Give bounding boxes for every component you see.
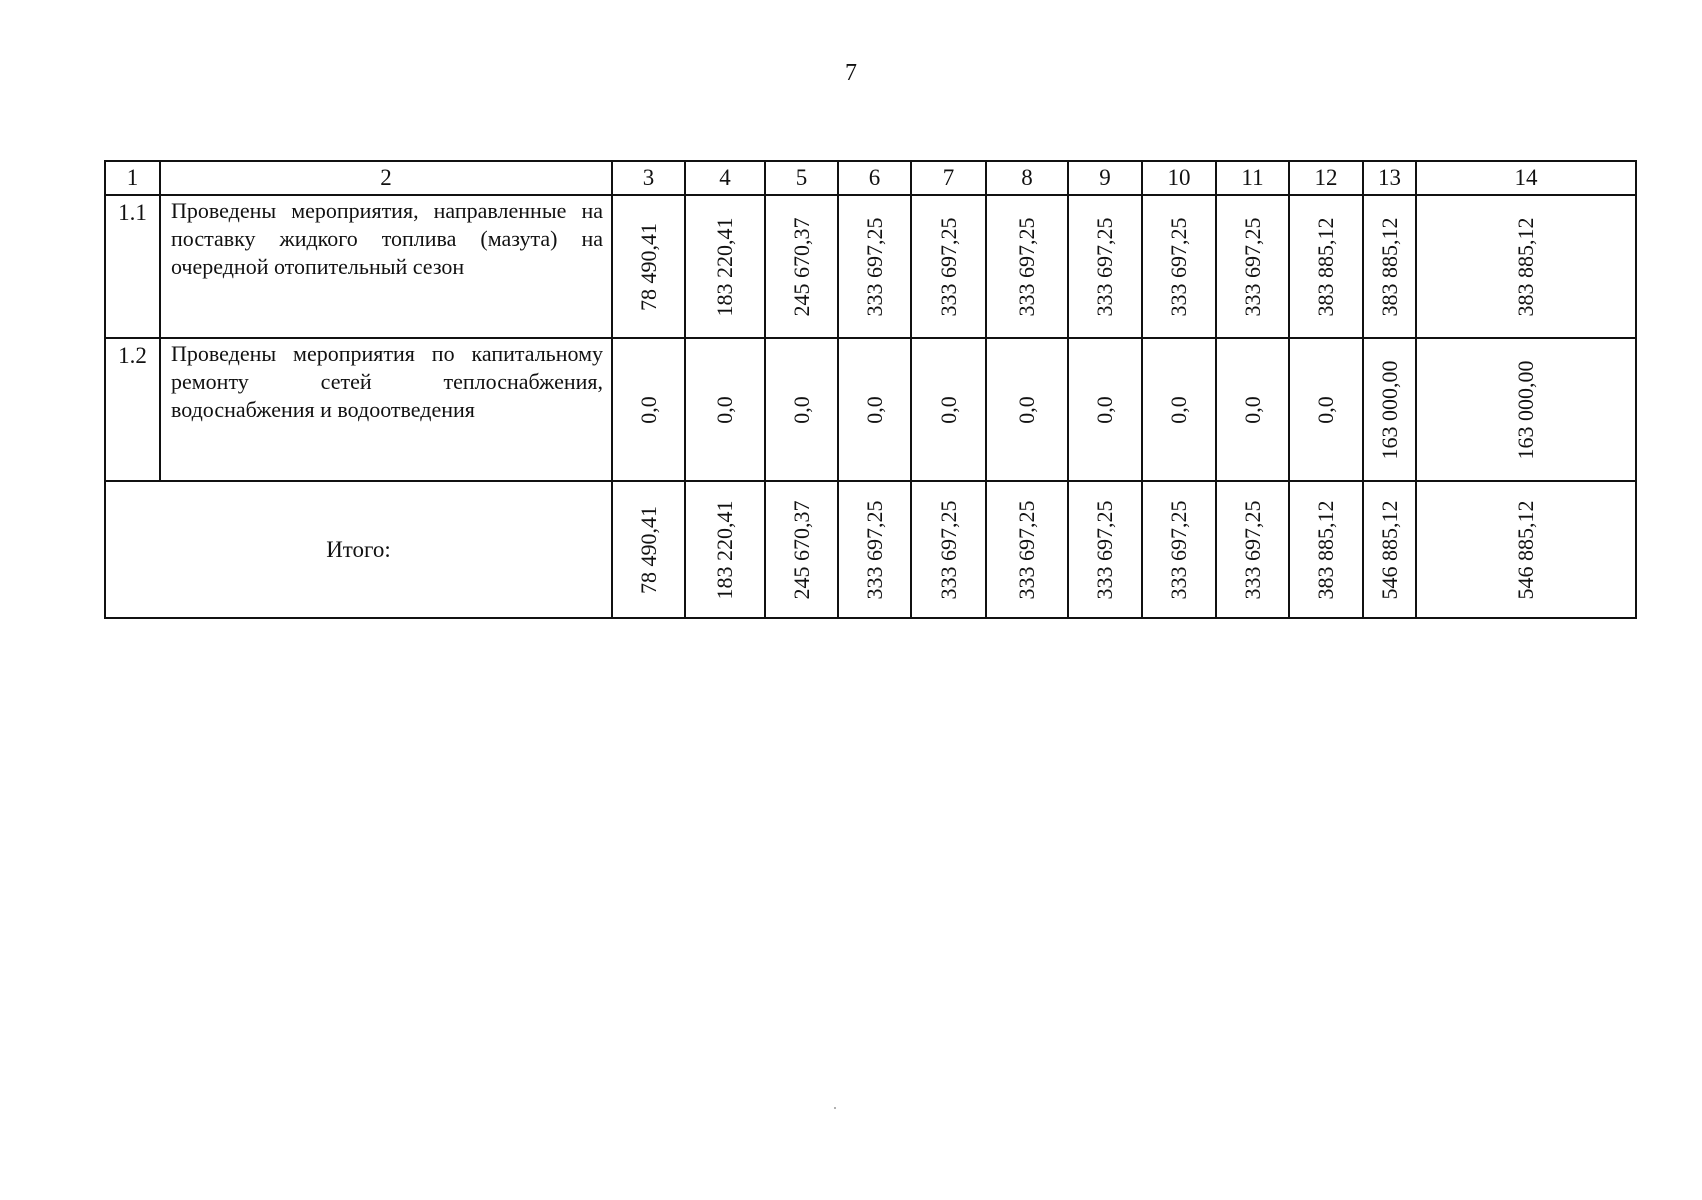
column-header: 5	[765, 161, 838, 195]
value-text: 333 697,25	[861, 217, 887, 316]
value-text: 0,0	[1092, 395, 1117, 424]
total-value-cell	[1142, 481, 1216, 618]
value-cell	[986, 338, 1068, 481]
value-text: 383 885,12	[1313, 217, 1338, 316]
total-value-cell	[612, 481, 685, 618]
value-cell	[612, 338, 685, 481]
value-cell	[1142, 338, 1216, 481]
total-value-text: 333 697,25	[861, 500, 887, 599]
total-value-cell	[685, 481, 765, 618]
value-text: 333 697,25	[1239, 217, 1265, 316]
value-cell	[1363, 195, 1416, 338]
value-text: 163 000,00	[1513, 360, 1538, 459]
total-value-cell	[1363, 481, 1416, 618]
total-row	[105, 481, 1636, 618]
value-cell	[612, 195, 685, 338]
value-cell	[1142, 195, 1216, 338]
value-text: 383 885,12	[1513, 217, 1538, 316]
row-description: Проведены мероприятия, направленные на поставку жидкого топлива (мазута) на очередной отопительный сезон	[160, 195, 612, 338]
scan-speck	[834, 1107, 836, 1109]
table-row	[105, 338, 1636, 481]
column-header: 1	[105, 161, 160, 195]
total-value-cell	[765, 481, 838, 618]
column-header: 7	[911, 161, 986, 195]
header-row	[105, 161, 1636, 195]
column-header: 11	[1216, 161, 1289, 195]
column-header: 13	[1363, 161, 1416, 195]
row-code: 1.2	[105, 338, 160, 481]
value-cell	[685, 338, 765, 481]
value-cell	[1416, 338, 1636, 481]
column-header: 3	[612, 161, 685, 195]
value-cell	[765, 195, 838, 338]
value-text: 333 697,25	[1092, 217, 1117, 316]
column-header: 14	[1416, 161, 1636, 195]
row-description: Проведены мероприятия по капитальному ремонту сетей теплоснабжения, водоснабжения и водоотведения	[160, 338, 612, 481]
value-text: 383 885,12	[1376, 217, 1402, 316]
total-value-cell	[838, 481, 911, 618]
value-cell	[765, 338, 838, 481]
total-value-cell	[911, 481, 986, 618]
value-cell	[685, 195, 765, 338]
value-text: 0,0	[635, 395, 661, 424]
value-text: 0,0	[1313, 395, 1338, 424]
value-text: 0,0	[712, 395, 737, 424]
value-cell	[1216, 195, 1289, 338]
total-value-text: 383 885,12	[1313, 500, 1338, 599]
column-header: 6	[838, 161, 911, 195]
column-header: 2	[160, 161, 612, 195]
column-header: 8	[986, 161, 1068, 195]
value-text: 245 670,37	[788, 217, 814, 316]
total-value-text: 333 697,25	[1014, 500, 1039, 599]
row-code: 1.1	[105, 195, 160, 338]
total-value-cell	[1216, 481, 1289, 618]
value-cell	[838, 338, 911, 481]
value-cell	[1289, 195, 1363, 338]
total-label: Итого:	[105, 481, 612, 618]
total-value-text: 183 220,41	[712, 500, 737, 599]
value-cell	[1068, 338, 1142, 481]
value-text: 78 490,41	[635, 222, 661, 311]
value-cell	[1416, 195, 1636, 338]
value-text: 333 697,25	[1014, 217, 1039, 316]
value-cell	[838, 195, 911, 338]
total-value-text: 333 697,25	[935, 500, 961, 599]
total-value-cell	[986, 481, 1068, 618]
total-value-cell	[1289, 481, 1363, 618]
value-text: 0,0	[788, 395, 814, 424]
value-cell	[1068, 195, 1142, 338]
value-text: 333 697,25	[1166, 217, 1191, 316]
column-header: 9	[1068, 161, 1142, 195]
table-row	[105, 195, 1636, 338]
total-value-text: 546 885,12	[1376, 500, 1402, 599]
value-cell	[1289, 338, 1363, 481]
value-cell	[911, 195, 986, 338]
page-number: 7	[845, 60, 857, 86]
value-text: 0,0	[1239, 395, 1265, 424]
total-value-text: 333 697,25	[1239, 500, 1265, 599]
value-text: 163 000,00	[1376, 360, 1402, 459]
value-text: 0,0	[1014, 395, 1039, 424]
total-value-cell	[1416, 481, 1636, 618]
column-header: 4	[685, 161, 765, 195]
total-value-text: 333 697,25	[1092, 500, 1117, 599]
total-value-text: 245 670,37	[788, 500, 814, 599]
value-text: 0,0	[935, 395, 961, 424]
total-value-cell	[1068, 481, 1142, 618]
total-value-text: 333 697,25	[1166, 500, 1191, 599]
value-text: 333 697,25	[935, 217, 961, 316]
total-value-text: 78 490,41	[635, 505, 661, 594]
value-text: 0,0	[1166, 395, 1191, 424]
column-header: 10	[1142, 161, 1216, 195]
value-cell	[911, 338, 986, 481]
value-cell	[1363, 338, 1416, 481]
value-cell	[986, 195, 1068, 338]
value-text: 0,0	[861, 395, 887, 424]
budget-table	[104, 160, 1637, 619]
column-header: 12	[1289, 161, 1363, 195]
value-cell	[1216, 338, 1289, 481]
total-value-text: 546 885,12	[1513, 500, 1538, 599]
value-text: 183 220,41	[712, 217, 737, 316]
